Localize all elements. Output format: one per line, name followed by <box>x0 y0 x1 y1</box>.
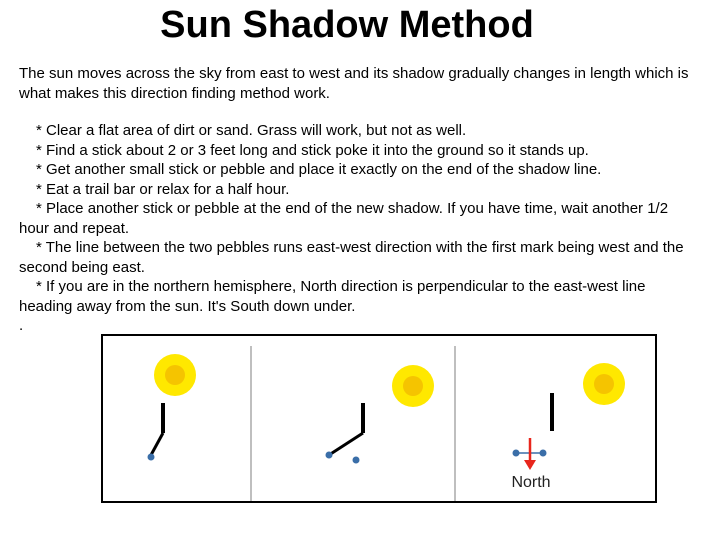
north-arrow-head <box>524 460 536 470</box>
pebble-3a <box>513 450 520 457</box>
step-item-3: * Get another small stick or pebble and place it exactly on the end of the shadow line. <box>36 161 602 178</box>
trailing-dot: . <box>19 317 24 334</box>
sun-2-core <box>403 376 423 396</box>
page-title: Sun Shadow Method <box>160 4 534 46</box>
instructions-text <box>19 64 699 336</box>
sun-1-core <box>165 365 185 385</box>
sun-shadow-illustration <box>101 334 657 503</box>
sun-3-core <box>594 374 614 394</box>
shadow-1 <box>151 433 163 455</box>
step-item-6: * The line between the two pebbles runs east-west direction with the first mark being west and the second being east. <box>19 239 684 276</box>
step-item-7: * If you are in the northern hemisphere, North direction is perpendicular to the east-west line heading away from the sun. It's South down under. <box>19 278 646 315</box>
pebble-1 <box>148 454 155 461</box>
steps-list <box>19 121 699 316</box>
step-item-5: * Place another stick or pebble at the end of the new shadow. If you have time, wait another 1/2 hour and repeat. <box>19 200 669 237</box>
step-item-2: * Find a stick about 2 or 3 feet long and stick poke it into the ground so it stands up. <box>36 141 589 159</box>
pebble-2b <box>353 457 360 464</box>
shadow-2 <box>329 433 363 455</box>
pebble-3b <box>540 450 547 457</box>
step-item-1: * Clear a flat area of dirt or sand. Grass will work, but not as well. <box>36 122 467 139</box>
illustration-svg <box>103 336 655 501</box>
pebble-2a <box>326 452 333 459</box>
step-item-4: * Eat a trail bar or relax for a half hour. <box>36 180 290 198</box>
intro-paragraph: The sun moves across the sky from east to west and its shadow gradually changes in length which is what makes this direction finding method work. <box>19 65 689 102</box>
north-label: North <box>511 474 551 491</box>
